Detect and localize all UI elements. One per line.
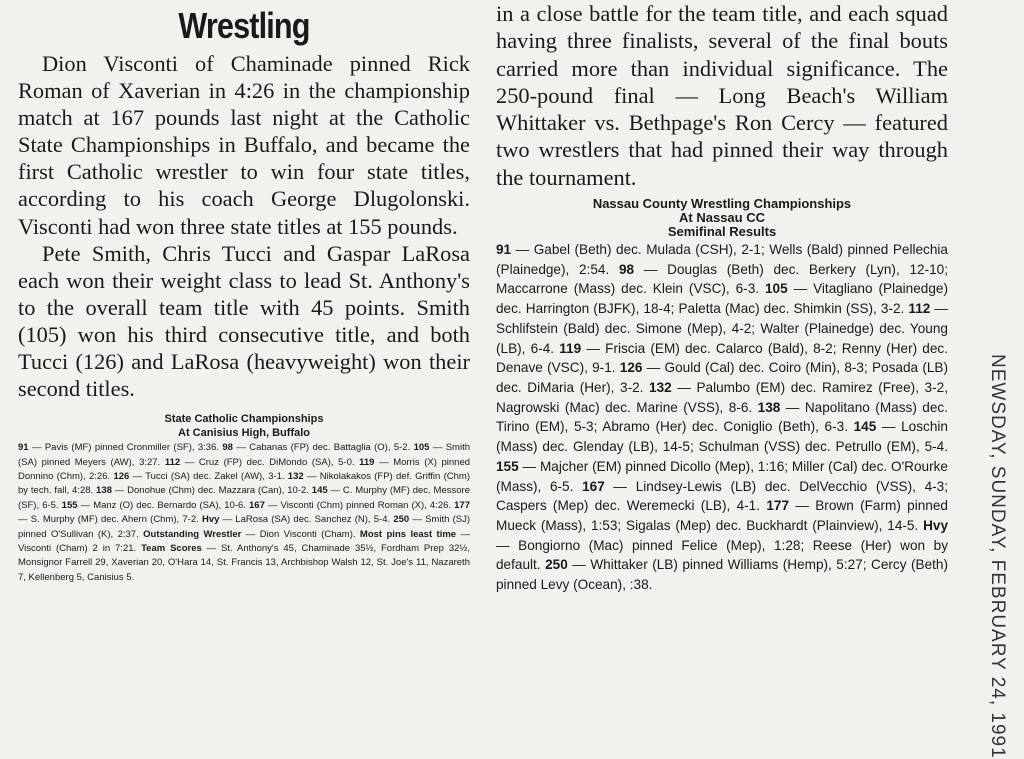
bout-result: — Smith (SA) pinned Meyers (AW), 3:27. [18, 442, 470, 468]
weight-class-label: 98 [222, 442, 233, 454]
weight-class-label: 112 [164, 456, 181, 468]
bout-result: — Bongiorno (Mac) pinned Felice (Mep), 1:28; Reese (Her) won by default. [496, 537, 948, 573]
bout-result: — Manz (O) dec. Bernardo (SA), 10-6. [77, 499, 249, 511]
bout-result: — Dion Visconti (Cham). [241, 528, 360, 540]
results-box-catholic [18, 412, 470, 585]
headline: Wrestling [178, 5, 310, 46]
bout-result: — Schlifstein (Bald) dec. Simone (Mep), 4-2; Walter (Plainedge) dec. Young (LB), 6-4. [496, 301, 949, 356]
weight-class-label: 167 [582, 478, 605, 494]
weight-class-label: 126 [113, 471, 130, 483]
weight-class-label: 138 [757, 399, 781, 415]
weight-class-label: 167 [249, 499, 265, 511]
weight-class-label: 177 [454, 499, 470, 511]
bout-result: — Whittaker (LB) pinned Williams (Hemp), 5:27; Cercy (Beth) pinned Levy (Ocean), :38. [496, 557, 948, 593]
results-title: Nassau County Wrestling Championships [592, 196, 852, 212]
bout-result: — St. Anthony's 45, Chaminade 35½, Fordham Prep 32½, Monsignor Farrell 29, Xaverian 20, O'Hara 14, St. Francis 13, Archbishop Walsh 12, St. Joe's 11, Nazareth 7, Kellenberg 5, Canisius 5. [18, 543, 470, 583]
bout-result: — Lindsey-Lewis (LB) dec. DelVecchio (VSS), 4-3; Caspers (Mep) dec. Weremecki (LB), 4-1. [496, 478, 948, 514]
weight-class-label: 155 [61, 499, 78, 511]
weight-class-label: 177 [766, 498, 790, 514]
results-title: State Catholic Championships [164, 413, 324, 426]
story-paragraph: Dion Visconti of Chaminade pinned Rick Roman of Xaverian in 4:26 in the championship match at 167 pounds last night at the Catholic State Championships in Buffalo, and became the first Catholic wrestler to win four state titles, according to his coach George Dlugolonski. Visconti had won three state titles at 155 pounds. [18, 51, 470, 239]
weight-class-label: 250 [393, 514, 410, 526]
weight-class-label: 126 [619, 360, 643, 376]
results-subtitle: At Nassau CC [679, 210, 765, 226]
weight-class-label: 91 [496, 242, 512, 258]
bout-result: — Vitagliano (Plainedge) dec. Harrington (BJFK), 18-4; Paletta (Mac) dec. Shimkin (SS), 3-2. [496, 281, 948, 317]
bout-result: — Pavis (MF) pinned Cronmiller (SF), 3:36. [28, 442, 223, 454]
bout-result: — Douglas (Beth) dec. Berkery (Lyn), 12-10; Maccarrone (Mass) dec. Klein (VSC), 6-3. [496, 261, 948, 297]
weight-class-label: 145 [853, 419, 877, 435]
weight-class-label: 132 [649, 380, 672, 395]
weight-class-label: 91 [18, 442, 29, 454]
weight-class-label: 138 [96, 485, 112, 497]
weight-class-label: 119 [559, 340, 582, 356]
bout-result: — Gabel (Beth) dec. Mulada (CSH), 2-1; Wells (Bald) pinned Pellechia (Plainedge), 2:54. [496, 242, 948, 277]
story-continued [496, 0, 948, 191]
bout-result: — Tucci (SA) dec. Zakel (AW), 3-1. [129, 471, 288, 483]
right-column [496, 0, 948, 595]
weight-class-label: Hvy [923, 517, 948, 533]
bout-result: — Cruz (FP) dec. DiMondo (SA), 5-0. [180, 456, 360, 468]
results-box-nassau [496, 197, 948, 595]
bout-result: — LaRosa (SA) dec. Sanchez (N), 5-4. [219, 514, 394, 526]
weight-class-label: 112 [908, 301, 931, 317]
bout-result: — Nikolakakos (FP) def. Griffin (Chm) by tech. fall, 4:28. [18, 471, 470, 497]
weight-class-label: 105 [764, 281, 788, 297]
weight-class-label: Outstanding Wrestler [143, 528, 242, 540]
weight-class-label: 105 [413, 442, 430, 454]
bout-result: — Loschin (Mass) dec. Glenday (LB), 14-5; Schulman (VSS) dec. Petrullo (EM), 5-4. [496, 419, 948, 455]
results-text [496, 240, 948, 595]
bout-result: — Gould (Cal) dec. Coiro (Min), 8-3; Posada (LB) dec. DiMaria (Her), 3-2. [496, 360, 948, 395]
story-body [18, 50, 470, 402]
bout-result: — Smith (SJ) pinned O'Sullivan (K), 2:37. [18, 514, 470, 540]
bout-result: — Donohue (Chm) dec. Mazzara (Can), 10-2. [111, 485, 312, 497]
bout-result: — Visconti (Cham) 2 in 7:21. [18, 528, 471, 555]
story-paragraph: Pete Smith, Chris Tucci and Gaspar LaRosa each won their weight class to lead St. Anthony's to the overall team title with 45 points. Smith (105) won his third consecutive title, and both Tucci (126) and LaRosa (heavyweight) won their second titles. [18, 240, 470, 402]
bout-result: — Palumbo (EM) dec. Ramirez (Free), 3-2, Nagrowski (Mac) dec. Marine (VSS), 8-6. [496, 380, 948, 415]
dateline-text: NEWSDAY, SUNDAY, FEBRUARY 24, 1991 [987, 354, 1008, 759]
results-subtitle: Semifinal Results [667, 224, 777, 240]
weight-class-label: Team Scores [141, 543, 202, 555]
story-paragraph: in a close battle for the team title, and each squad having three finalists, several of the final bouts carried more than individual significance. The 250-pound final — Long Beach's William Whittaker vs. Bethpage's Ron Cercy — featured two wrestlers that had pinned their way through the tournament. [496, 1, 948, 190]
bout-result: — Visconti (Chm) pinned Roman (X), 4:26. [264, 499, 455, 511]
weight-class-label: 145 [311, 485, 328, 497]
bout-result: — C. Murphy (MF) dec. Messore (SF), 6-5. [18, 485, 470, 511]
weight-class-label: 155 [496, 458, 519, 474]
weight-class-label: 98 [618, 261, 635, 277]
weight-class-label: 132 [287, 471, 304, 483]
weight-class-label: 119 [359, 456, 375, 468]
bout-result: — Majcher (EM) pinned Dicollo (Mep), 1:16; Miller (Cal) dec. O'Rourke (Mass), 6-5. [496, 458, 948, 494]
newspaper-dateline [978, 354, 1018, 759]
weight-class-label: Most pins least time [359, 528, 457, 540]
bout-result: — Brown (Farm) pinned Mueck (Mass), 1:53; Sigalas (Mep) dec. Buckhardt (Plainview), 14-5. [496, 498, 948, 533]
results-subtitle: At Canisius High, Buffalo [178, 427, 310, 440]
bout-result: — Cabanas (FP) dec. Battaglia (O), 5-2. [232, 442, 414, 454]
weight-class-label: Hvy [201, 514, 220, 526]
results-text [18, 441, 470, 585]
bout-result: — Friscia (EM) dec. Calarco (Bald), 8-2; Renny (Her) dec. Denave (VSC), 9-1. [496, 340, 948, 376]
weight-class-label: 250 [545, 557, 568, 573]
bout-result: — S. Murphy (MF) dec. Ahern (Chm), 7-2. [18, 514, 202, 526]
bout-result: — Napolitano (Mass) dec. Tirino (EM), 5-3; Abramo (Her) dec. Coniglio (Beth), 6-3. [496, 399, 948, 435]
bout-result: — Morris (X) pinned Donnino (Chm), 2:26. [18, 456, 471, 483]
left-column [18, 6, 470, 585]
